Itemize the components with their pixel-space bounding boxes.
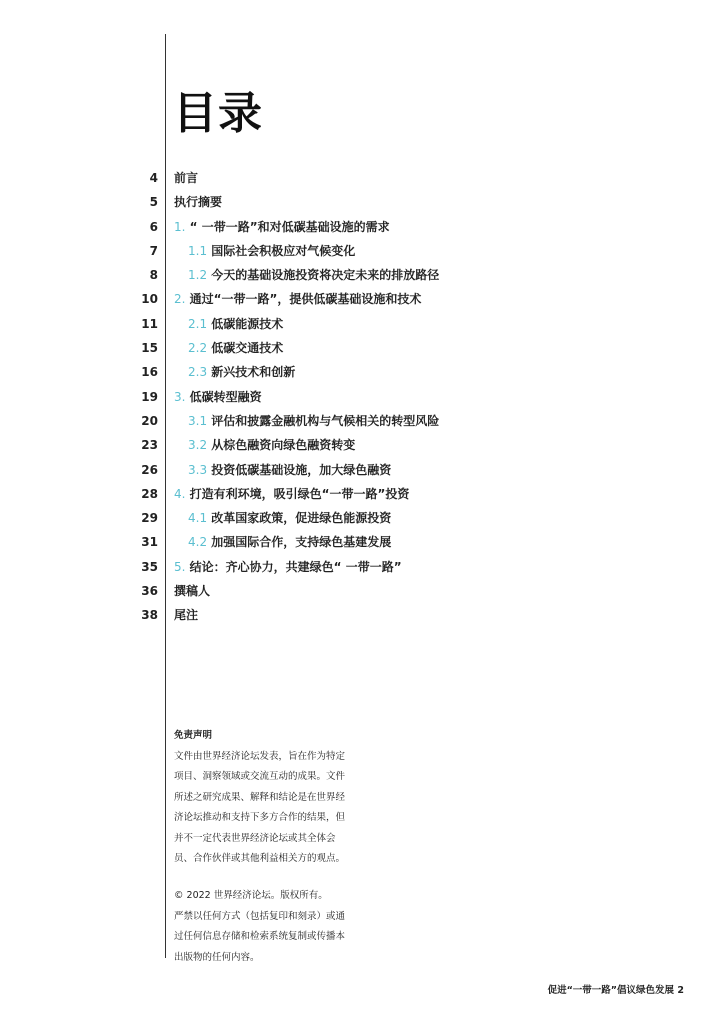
toc-page-number: 29 <box>141 511 158 526</box>
disclaimer-line: 所述之研究成果、解释和结论是在世界经 <box>174 791 346 803</box>
toc-section-number: 3.3 <box>188 462 208 477</box>
toc-row[interactable] <box>0 336 724 360</box>
toc-section-number: 1.2 <box>188 268 208 283</box>
toc-page-number: 8 <box>149 268 158 283</box>
toc-page-number: 38 <box>141 608 158 623</box>
toc-section-number: 4.1 <box>188 511 208 526</box>
page-footer <box>548 982 684 996</box>
toc-page-number: 23 <box>141 438 158 453</box>
toc-section-number: 2.1 <box>188 316 208 331</box>
toc-entry-label: 执行摘要 <box>174 195 223 210</box>
toc-page-number: 26 <box>141 462 158 477</box>
toc-row[interactable] <box>0 482 724 506</box>
toc-entry-label: 4. 打造有利环境，吸引绿色“一带一路”投资 <box>174 486 410 501</box>
disclaimer-line: 项目、洞察领域或交流互动的成果。文件 <box>174 771 346 782</box>
toc-row[interactable] <box>0 385 724 409</box>
toc-row[interactable] <box>0 166 724 190</box>
toc-entry-label: 3.2 从棕色融资向绿色融资转变 <box>188 438 356 453</box>
toc-row[interactable] <box>0 555 724 579</box>
toc-entry-label: 2.3 新兴技术和创新 <box>188 365 296 380</box>
disclaimer-line: 员、合作伙伴或其他利益相关方的观点。 <box>174 853 346 864</box>
disclaimer-line: 并不一定代表世界经济论坛或其全体会 <box>174 832 336 844</box>
toc-entry-label: 5. 结论：齐心协力，共建绿色“ 一带一路” <box>174 559 402 574</box>
toc-row[interactable] <box>0 287 724 311</box>
disclaimer-block <box>174 726 364 870</box>
toc-entry-label: 2.1 低碳能源技术 <box>188 316 284 331</box>
toc-row[interactable] <box>0 215 724 239</box>
toc-section-number: 5. <box>174 559 186 574</box>
toc-row[interactable] <box>0 263 724 287</box>
toc-row[interactable] <box>0 603 724 627</box>
copyright-block <box>174 886 364 968</box>
toc-page-number: 19 <box>141 389 158 404</box>
toc-page-number: 4 <box>149 171 158 185</box>
disclaimer-line: 济论坛推动和支持下多方合作的结果，但 <box>174 812 346 823</box>
toc-section-number: 4. <box>174 486 186 501</box>
toc-section-number: 1. <box>174 219 186 234</box>
toc-entry-label: 2. 通过“一带一路”，提供低碳基础设施和技术 <box>174 292 422 307</box>
toc-entry-label: 1.2 今天的基础设施投资将决定未来的排放路径 <box>188 268 440 283</box>
toc-entry-label: 1. “ 一带一路”和对低碳基础设施的需求 <box>174 219 390 234</box>
toc-page-number: 20 <box>141 413 158 428</box>
toc-entry-label: 3.1 评估和披露金融机构与气候相关的转型风险 <box>188 413 440 428</box>
toc-entry-label: 3.3 投资低碳基础设施，加大绿色融资 <box>188 462 392 477</box>
toc-row[interactable] <box>0 433 724 457</box>
toc-entry-label: 4.2 加强国际合作，支持绿色基建发展 <box>188 535 392 550</box>
table-of-contents <box>0 166 724 628</box>
copyright-line: 严禁以任何方式（包括复印和刻录）或通 <box>174 910 346 922</box>
copyright-line: © 2022 世界经济论坛。版权所有。 <box>174 890 328 901</box>
toc-section-number: 3.1 <box>188 413 208 428</box>
toc-page-number: 16 <box>141 365 158 380</box>
copyright-line: 出版物的任何内容。 <box>174 951 260 963</box>
toc-section-number: 2. <box>174 292 186 307</box>
toc-row[interactable] <box>0 506 724 530</box>
toc-page-number: 36 <box>141 584 158 599</box>
toc-entry-label: 前言 <box>174 171 199 185</box>
toc-section-number: 4.2 <box>188 535 208 550</box>
disclaimer-title: 免责声明 <box>174 730 213 741</box>
toc-entry-label: 4.1 改革国家政策，促进绿色能源投资 <box>188 511 392 526</box>
toc-row[interactable] <box>0 239 724 263</box>
toc-row[interactable] <box>0 312 724 336</box>
toc-row[interactable] <box>0 360 724 384</box>
footer-title: 促进“一带一路”倡议绿色发展 <box>547 985 675 996</box>
toc-row[interactable] <box>0 190 724 214</box>
toc-page-number: 31 <box>141 535 158 550</box>
toc-section-number: 3. <box>174 389 186 404</box>
toc-entry-label: 2.2 低碳交通技术 <box>188 341 284 356</box>
toc-page-number: 28 <box>141 486 158 501</box>
toc-section-number: 2.3 <box>188 365 208 380</box>
toc-section-number: 3.2 <box>188 438 208 453</box>
toc-page-number: 35 <box>141 559 158 574</box>
toc-section-number: 2.2 <box>188 341 208 356</box>
toc-row[interactable] <box>0 579 724 603</box>
toc-page-number: 15 <box>141 341 158 356</box>
toc-row[interactable] <box>0 458 724 482</box>
toc-page-number: 7 <box>149 243 158 258</box>
toc-row[interactable] <box>0 530 724 554</box>
page-title: 目录 <box>173 88 263 139</box>
disclaimer-line: 文件由世界经济论坛发表，旨在作为特定 <box>174 750 346 762</box>
toc-page-number: 10 <box>141 292 158 307</box>
toc-page-number: 6 <box>149 219 158 234</box>
toc-section-number: 1.1 <box>188 243 208 258</box>
toc-row[interactable] <box>0 409 724 433</box>
toc-entry-label: 1.1 国际社会积极应对气候变化 <box>188 243 356 258</box>
copyright-line: 过任何信息存储和检索系统复制或传播本 <box>174 931 346 942</box>
footer-page-number: 2 <box>677 985 684 996</box>
toc-entry-label: 尾注 <box>174 608 199 623</box>
toc-page-number: 5 <box>149 195 158 210</box>
toc-entry-label: 3. 低碳转型融资 <box>174 389 262 404</box>
toc-entry-label: 撰稿人 <box>174 584 211 599</box>
toc-page-number: 11 <box>141 316 158 331</box>
